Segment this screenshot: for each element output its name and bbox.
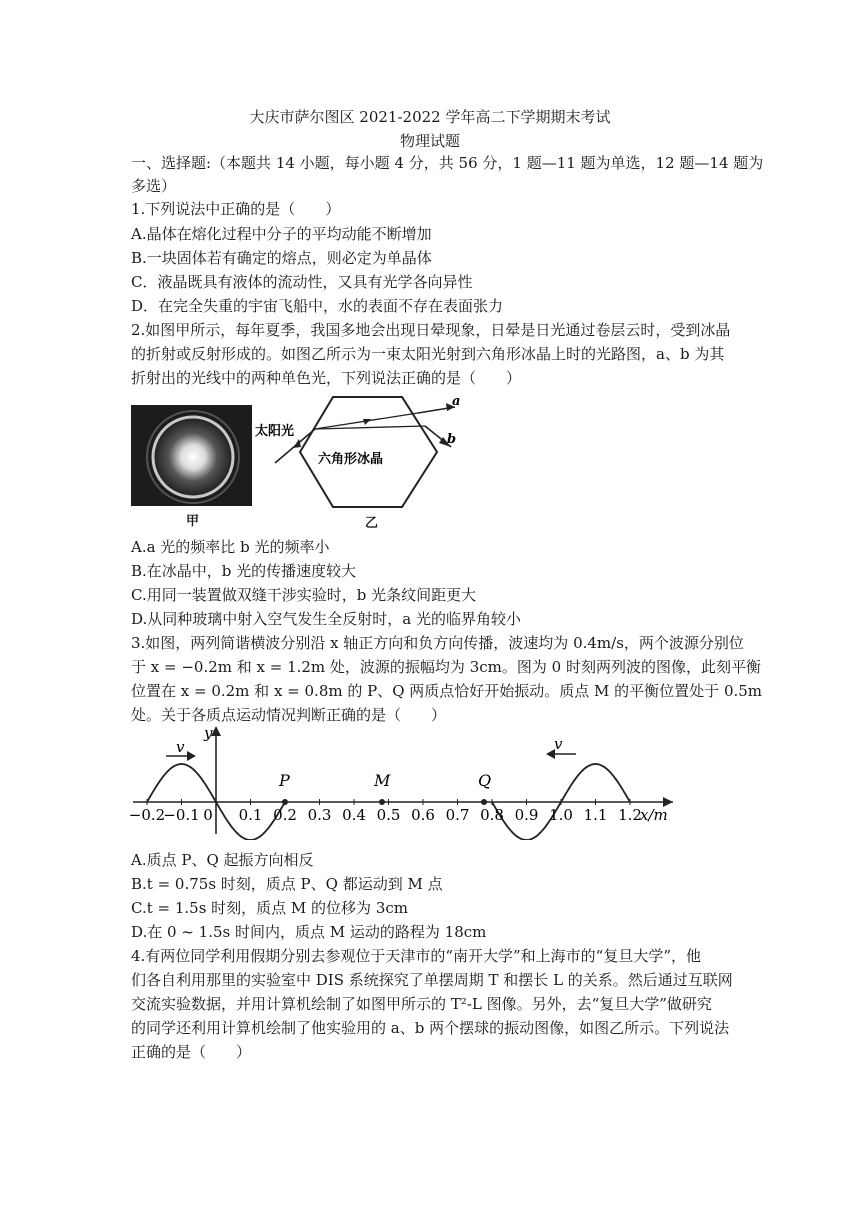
- x-axis-label: x/m: [640, 806, 668, 824]
- label-ray-a: a: [452, 395, 461, 409]
- right-velocity-label: v: [554, 735, 563, 753]
- origin-label: 0: [203, 806, 213, 824]
- point-p-label: P: [279, 771, 290, 790]
- label-crystal: 六角形冰晶: [318, 452, 384, 467]
- x-tick-label: 0.9: [514, 806, 539, 824]
- y-axis-label: y: [204, 724, 213, 742]
- exam-title: 大庆市萨尔图区 2021-2022 学年高二下学期期末考试: [249, 108, 611, 126]
- x-tick-label: −0.1: [163, 806, 200, 824]
- q4-stem-line2: 们各自利用那里的实验室中 DIS 系统探究了单摆周期 T 和摆长 L 的关系。然后通过互联网: [131, 971, 733, 989]
- x-tick-label: 1.0: [549, 806, 573, 824]
- q2-stem-line3: 折射出的光线中的两种单色光，下列说法正确的是（ ）: [131, 369, 522, 387]
- x-tick-label: −0.2: [128, 806, 166, 824]
- x-tick-label: 0.3: [307, 806, 332, 824]
- q3-stem-line3: 位置在 x = 0.2m 和 x = 0.8m 的 P、Q 两质点恰好开始振动。质点 M 的平衡位置处于 0.5m: [131, 682, 763, 700]
- label-ray-b: b: [447, 432, 457, 447]
- left-velocity-label: v: [176, 738, 185, 756]
- left-velocity-arrow: [187, 751, 196, 761]
- q1-option-c: C．液晶既具有液体的流动性，又具有光学各向异性: [131, 273, 473, 291]
- y-axis-arrow: [211, 726, 221, 736]
- x-tick-label: 1.2: [618, 806, 642, 824]
- q2-stem-line2: 的折射或反射形成的。如图乙所示为一束太阳光射到六角形冰晶上时的光路图，a、b 为其: [131, 345, 725, 363]
- figure-caption-jia: 甲: [186, 514, 200, 529]
- q4-stem-line4: 的同学还利用计算机绘制了他实验用的 a、b 两个摆球的振动图像，如图乙所示。下列说法: [131, 1019, 730, 1037]
- q2-option-a: A.a 光的频率比 b 光的频率小: [131, 538, 330, 556]
- x-tick-label: 0.4: [342, 806, 366, 824]
- figure-caption-yi: 乙: [365, 516, 379, 531]
- section-heading: 一、选择题:（本题共 14 小题，每小题 4 分，共 56 分，1 题—11 题为单选，12 题—14 题为: [131, 154, 764, 172]
- q3-stem-line4: 处。关于各质点运动情况判断正确的是（ ）: [131, 706, 447, 724]
- q3-stem-line1: 3.如图，两列简谐横波分别沿 x 轴正方向和负方向传播，波速均为 0.4m/s，两个波源分别位: [131, 634, 744, 652]
- q2-option-c: C.用同一装置做双缝干涉实验时，b 光条纹间距更大: [131, 586, 477, 604]
- section-heading-cont: 多选）: [131, 177, 177, 195]
- x-tick-label: 0.2: [273, 806, 297, 824]
- x-tick-label: 0.6: [411, 806, 435, 824]
- q4-stem-line3: 交流实验数据，并用计算机绘制了如图甲所示的 T²-L 图像。另外，去“复旦大学”做研究: [131, 995, 712, 1013]
- q2-option-d: D.从同种玻璃中射入空气发生全反射时，a 光的临界角较小: [131, 610, 521, 628]
- q1-option-a: A.晶体在熔化过程中分子的平均动能不断增加: [131, 225, 432, 243]
- x-tick-label: 0.5: [376, 806, 401, 824]
- x-tick-label: 0.1: [238, 806, 263, 824]
- x-tick-label: 1.1: [583, 806, 608, 824]
- wave-figure: [128, 722, 688, 840]
- q1-stem: 1.下列说法中正确的是（ ）: [131, 200, 341, 218]
- label-sun: 太阳光: [255, 424, 295, 439]
- q4-stem-line1: 4.有两位同学利用假期分别去参观位于天津市的“南开大学”和上海市的“复旦大学”，他: [131, 947, 701, 965]
- q3-option-b: B.t = 0.75s 时刻，质点 P、Q 都运动到 M 点: [131, 875, 443, 893]
- point-q-label: Q: [478, 771, 492, 790]
- q2-option-b: B.在冰晶中，b 光的传播速度较大: [131, 562, 357, 580]
- q3-stem-line2: 于 x = −0.2m 和 x = 1.2m 处，波源的振幅均为 3cm。图为 0 时刻两列波的图像，此刻平衡: [131, 658, 761, 676]
- halo-photo: [131, 405, 252, 506]
- sun-ray-arrow: [293, 439, 301, 448]
- q3-option-d: D.在 0 ~ 1.5s 时间内，质点 M 运动的路程为 18cm: [131, 923, 487, 941]
- q4-stem-line5: 正确的是（ ）: [131, 1043, 252, 1061]
- point-q-dot: [481, 799, 487, 805]
- exam-subject: 物理试题: [399, 132, 460, 150]
- q3-option-c: C.t = 1.5s 时刻，质点 M 的位移为 3cm: [131, 899, 408, 917]
- q1-option-d: D．在完全失重的宇宙飞船中，水的表面不存在表面张力: [131, 297, 504, 315]
- point-m-dot: [379, 799, 385, 805]
- x-tick-label: 0.7: [445, 806, 470, 824]
- q1-option-b: B.一块固体若有确定的熔点，则必定为单晶体: [131, 249, 432, 267]
- ice-crystal-diagram: [255, 395, 465, 510]
- inside-arrow: [363, 419, 371, 425]
- q3-option-a: A.质点 P、Q 起振方向相反: [131, 851, 314, 869]
- x-tick-label: 0.8: [480, 806, 504, 824]
- q2-stem-line1: 2.如图甲所示，每年夏季，我国多地会出现日晕现象，日晕是日光通过卷层云时，受到冰晶: [131, 321, 731, 339]
- point-m-label: M: [374, 771, 391, 790]
